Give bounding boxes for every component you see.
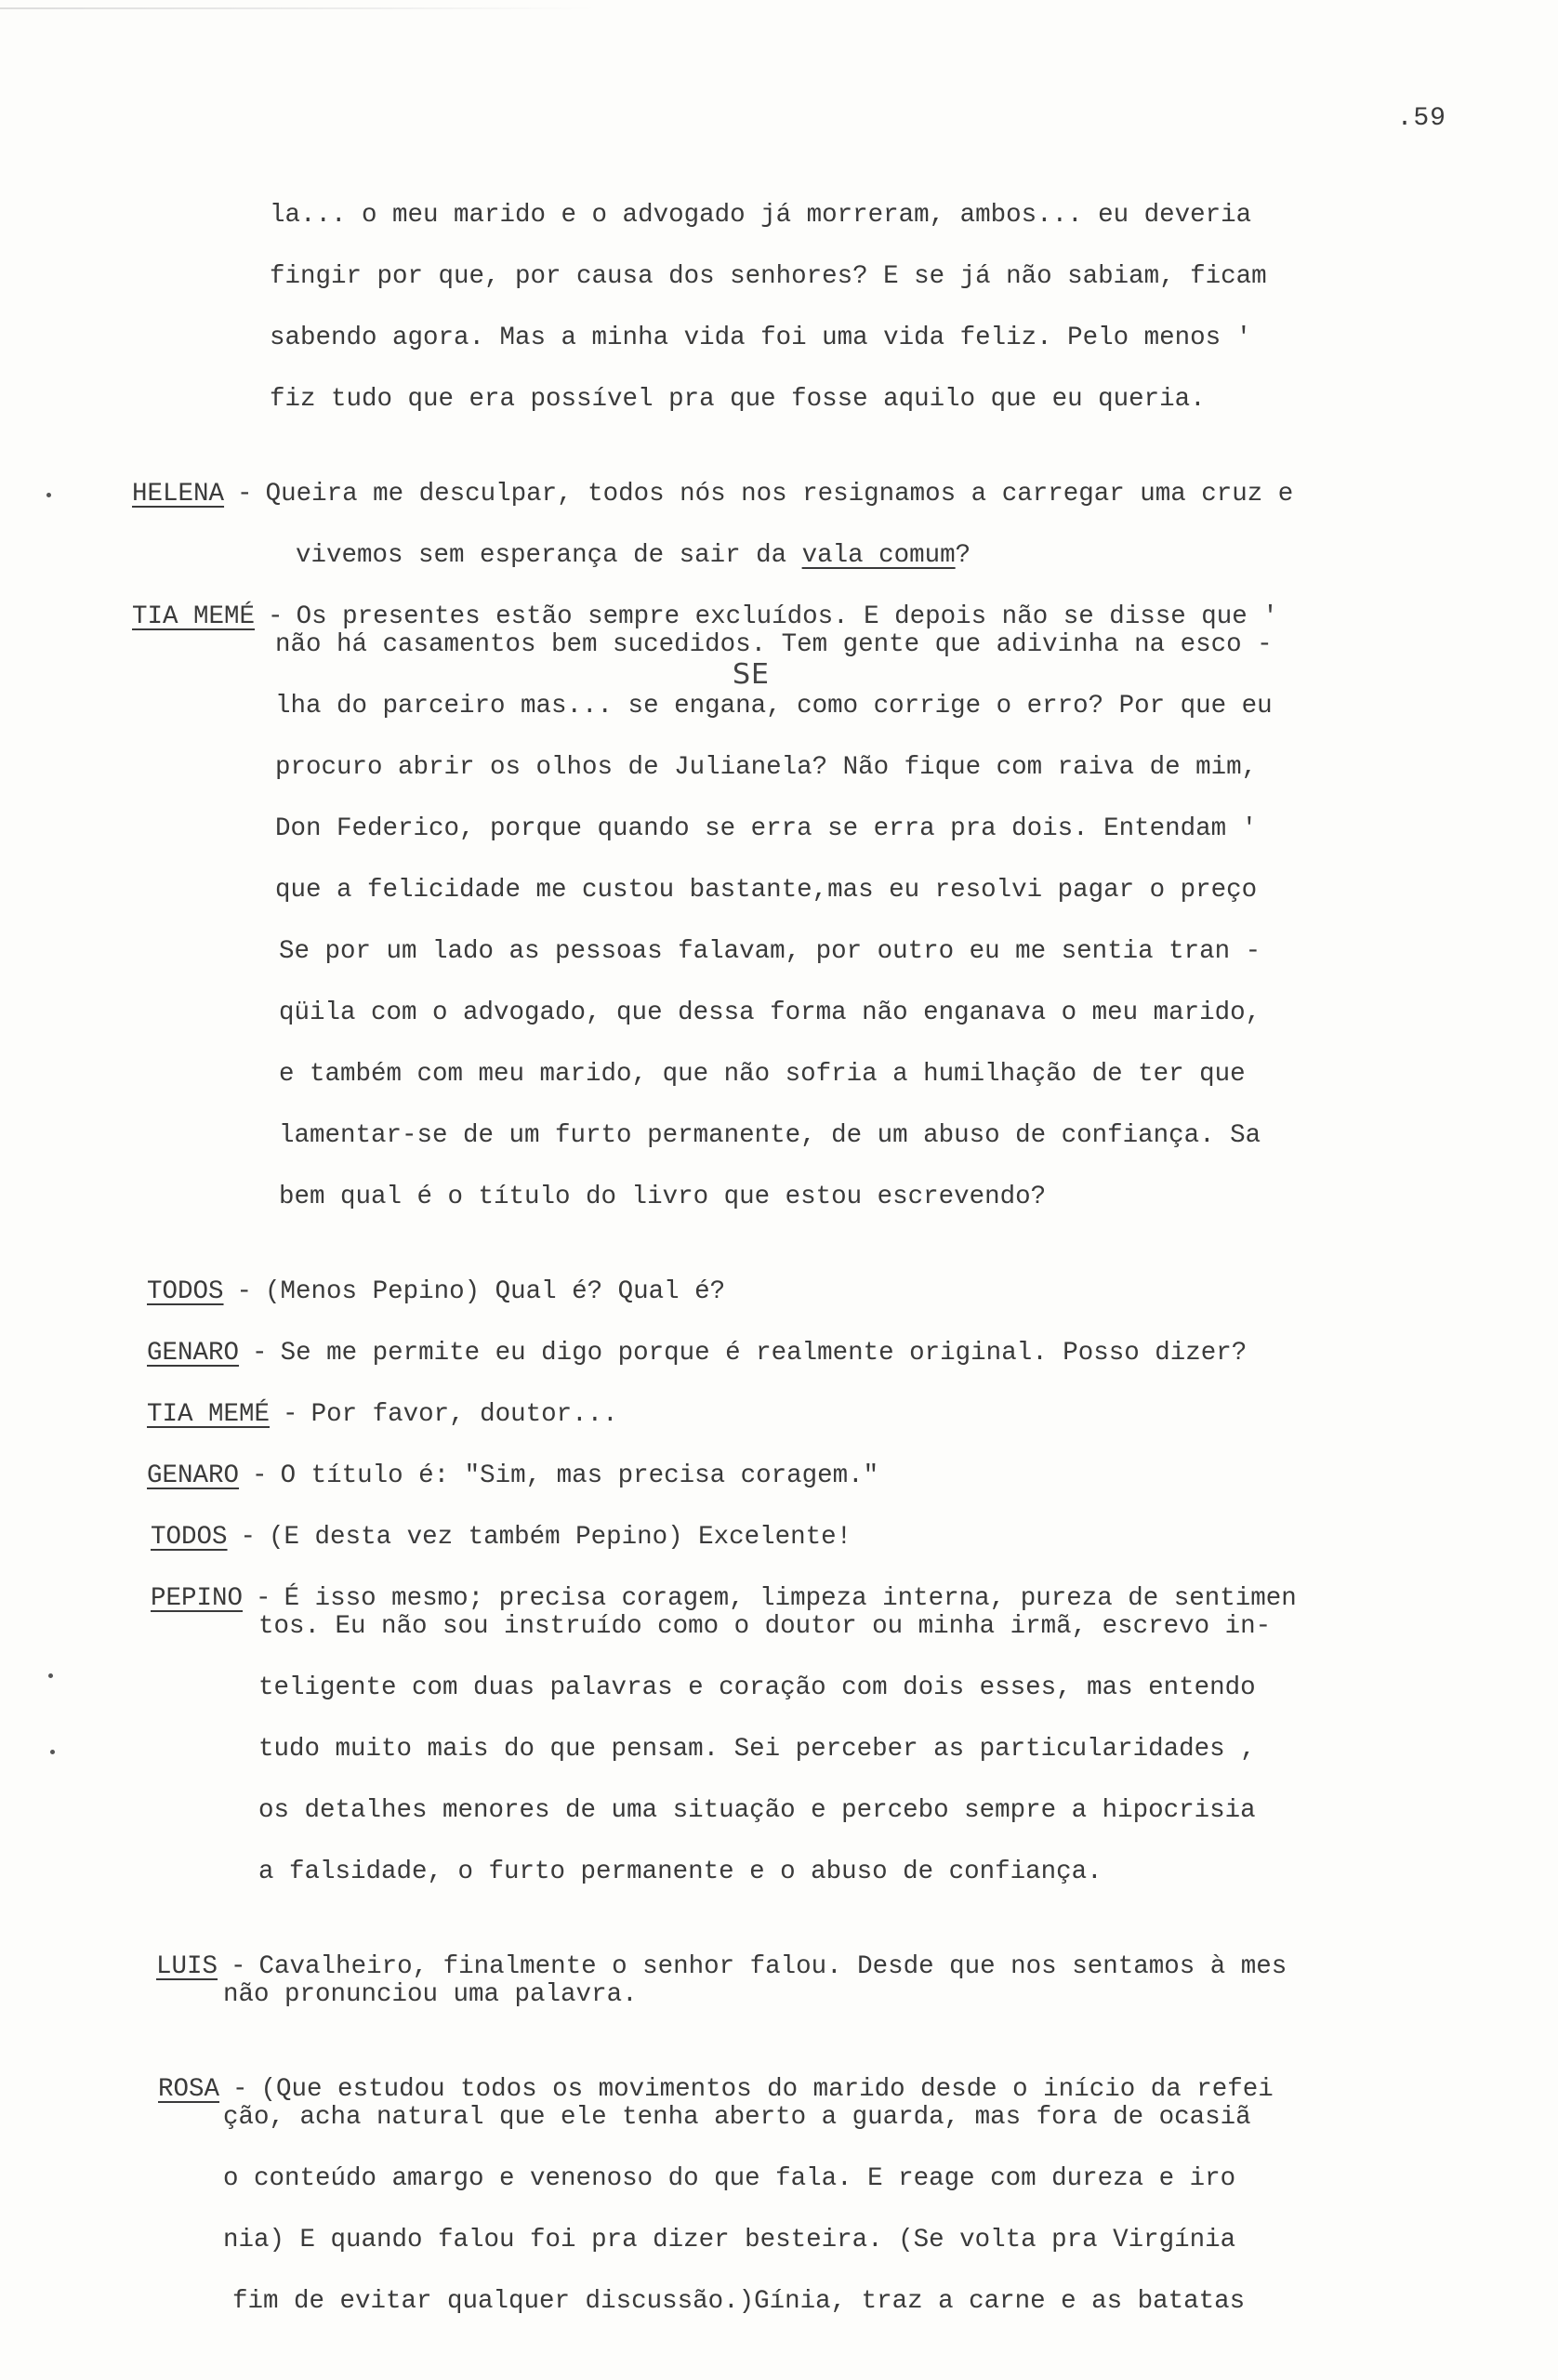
text-line: Se por um lado as pessoas falavam, por outro eu me sentia tran -: [279, 937, 1261, 966]
speaker-name: HELENA: [132, 480, 225, 509]
scan-edge-artifact: [0, 7, 595, 9]
text-line: o conteúdo amargo e venenoso do que fala. E reage com dureza e iro: [223, 2164, 1236, 2193]
scan-speck: [46, 493, 51, 497]
speaker-name: GENARO: [147, 1461, 240, 1490]
text-line: os detalhes menores de uma situação e percebo sempre a hipocrisia: [258, 1796, 1256, 1825]
speaker-name: TIA MEMÉ: [147, 1400, 271, 1429]
text-line: e também com meu marido, que não sofria a humilhação de ter que: [279, 1060, 1246, 1089]
text-line: la... o meu marido e o advogado já morreram, ambos... eu deveria: [270, 201, 1252, 230]
text-line: nia) E quando falou foi pra dizer besteira. (Se volta pra Virgínia: [223, 2226, 1236, 2254]
text-line: Don Federico, porque quando se erra se erra pra dois. Entendam ': [275, 814, 1258, 843]
text-line: fim de evitar qualquer discussão.)Gínia, traz a carne e as batatas: [232, 2287, 1246, 2316]
handwritten-annotation: SE: [733, 658, 770, 691]
text-line: bem qual é o título do livro que estou escrevendo?: [279, 1183, 1047, 1211]
text-line: sabendo agora. Mas a minha vida foi uma vida feliz. Pelo menos ': [270, 324, 1252, 352]
text-line: ção, acha natural que ele tenha aberto a guarda, mas fora de ocasiã: [223, 2103, 1251, 2132]
scan-speck: [50, 1750, 55, 1754]
dialogue-text: Queira me desculpar, todos nós nos resignamos a carregar uma cruz e: [265, 480, 1294, 509]
speaker-name: TODOS: [151, 1523, 228, 1552]
dialogue-text: (E desta vez também Pepino) Excelente!: [269, 1523, 852, 1552]
speaker-name: ROSA: [158, 2075, 220, 2104]
text-line: tudo muito mais do que pensam. Sei perceber as particularidades ,: [258, 1735, 1256, 1764]
dash: -: [240, 1523, 257, 1552]
dialogue-text: Os presentes estão sempre excluídos. E depois não se disse que ': [296, 602, 1278, 631]
underlined-text: vala comum: [801, 541, 956, 570]
dash: -: [236, 1277, 253, 1306]
text-line: fingir por que, por causa dos senhores? E se já não sabiam, ficam: [270, 262, 1267, 291]
speaker-name: PEPINO: [151, 1584, 244, 1613]
text-line: fiz tudo que era possível pra que fosse aquilo que eu queria.: [270, 385, 1206, 414]
dash: -: [252, 1461, 268, 1490]
dialogue-text: Por favor, doutor...: [310, 1400, 618, 1429]
text-line: a falsidade, o furto permanente e o abuso de confiança.: [258, 1858, 1102, 1886]
dash: -: [252, 1339, 268, 1368]
page-number: .59: [1396, 104, 1446, 133]
dash: -: [256, 1584, 271, 1613]
dialogue-text: Se me permite eu digo porque é realmente original. Posso dizer?: [280, 1339, 1248, 1368]
text-fragment: ?: [955, 541, 971, 570]
dialogue-text: (Menos Pepino) Qual é? Qual é?: [265, 1277, 726, 1306]
text-line: tos. Eu não sou instruído como o doutor ou minha irmã, escrevo in-: [258, 1612, 1272, 1641]
scan-speck: [48, 1673, 53, 1678]
speaker-name: GENARO: [147, 1339, 240, 1368]
dialogue-text: É isso mesmo; precisa coragem, limpeza interna, pureza de sentimen: [284, 1584, 1297, 1613]
text-line: lha do parceiro mas... se engana, como corrige o erro? Por que eu: [275, 692, 1273, 721]
text-line: procuro abrir os olhos de Julianela? Não fique com raiva de mim,: [275, 753, 1258, 782]
text-line: que a felicidade me custou bastante,mas eu resolvi pagar o preço: [275, 876, 1258, 905]
dash: -: [232, 2075, 248, 2104]
text-fragment: vivemos sem esperança de sair da: [296, 541, 802, 570]
speaker-name: TIA MEMÉ: [132, 602, 256, 631]
speaker-name: TODOS: [147, 1277, 224, 1306]
dash: -: [237, 480, 253, 509]
text-line: qüila com o advogado, que dessa forma não enganava o meu marido,: [279, 998, 1261, 1027]
dash: -: [268, 602, 284, 631]
speaker-name: LUIS: [156, 1952, 218, 1981]
dialogue-text: (Que estudou todos os movimentos do marido desde o início da refei: [260, 2075, 1274, 2104]
text-line: não há casamentos bem sucedidos. Tem gente que adivinha na esco -: [275, 630, 1273, 659]
text-line: lamentar-se de um furto permanente, de um abuso de confiança. Sa: [279, 1121, 1261, 1150]
dash: -: [283, 1400, 298, 1429]
text-line: teligente com duas palavras e coração com dois esses, mas entendo: [258, 1673, 1256, 1702]
text-line: não pronunciou uma palavra.: [223, 1980, 638, 2009]
dialogue-text: O título é: "Sim, mas precisa coragem.": [280, 1461, 879, 1490]
dash: -: [231, 1952, 246, 1981]
dialogue-text: Cavalheiro, finalmente o senhor falou. Desde que nos sentamos à mes: [258, 1952, 1287, 1981]
